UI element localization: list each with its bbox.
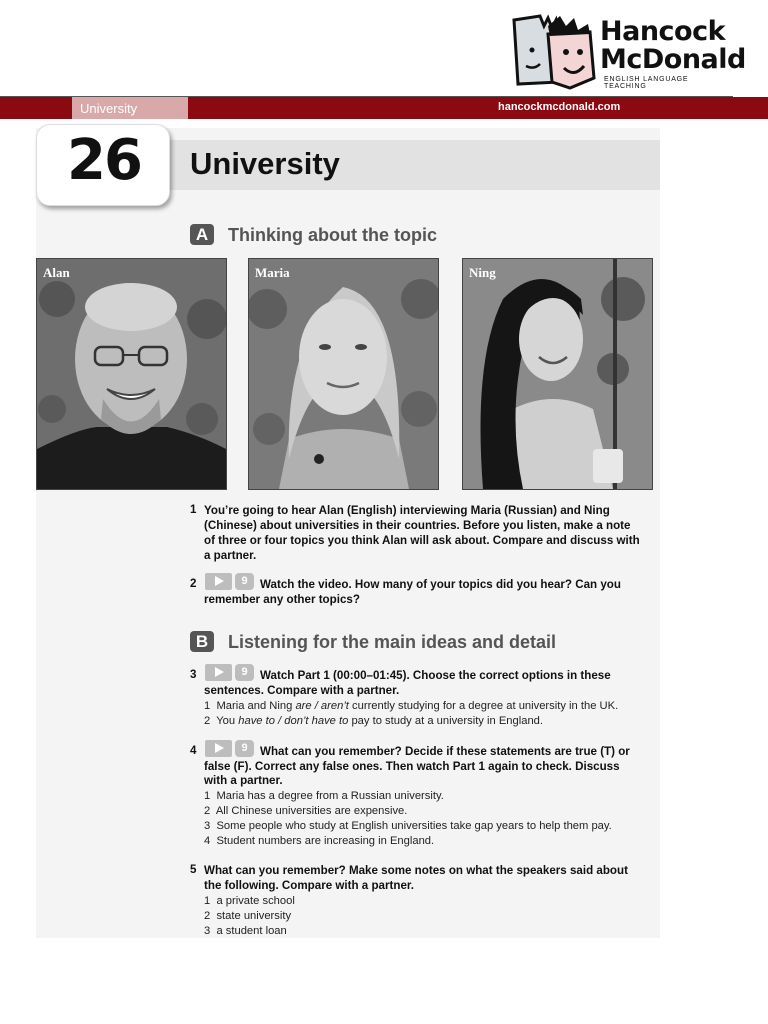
q1-line: (Chinese) about universities in their countries. Before you listen, make a note	[204, 519, 631, 532]
item-number: 3	[204, 820, 211, 832]
q2-number: 2	[190, 577, 197, 590]
photo-label-alan: Alan	[43, 265, 70, 280]
q2-line1: Watch the video. How many of your topics did you hear? Can you	[260, 578, 621, 591]
item-number: 1	[204, 700, 211, 712]
section-b-letter: B	[190, 631, 214, 652]
list-item	[204, 924, 295, 939]
list-item	[204, 819, 612, 834]
q5-options	[204, 894, 295, 939]
item-text: currently studying for a degree at university in the UK.	[348, 700, 619, 712]
item-text: Student numbers are increasing in England.	[216, 835, 435, 847]
unit-number: 26	[67, 128, 141, 193]
item-text: a student loan	[216, 925, 287, 937]
q3-line2: sentences. Compare with a partner.	[204, 684, 400, 697]
play-video-icon[interactable]	[205, 664, 232, 681]
video-number-badge: 9	[235, 664, 254, 681]
q1-line: of three or four topics you think Alan will ask about. Compare and discuss with	[204, 534, 640, 547]
q4-options	[204, 789, 612, 849]
list-item	[204, 894, 295, 909]
logo-hancock: Hancock	[600, 16, 726, 47]
item-text: state university	[216, 910, 292, 922]
logo-mcdonald: McDonald	[600, 44, 746, 75]
list-item	[204, 789, 612, 804]
q4-number: 4	[190, 744, 197, 757]
item-number: 3	[204, 925, 211, 937]
list-item	[204, 699, 618, 714]
q5-line2: the following. Compare with a partner.	[204, 879, 414, 892]
photo-label-maria: Maria	[255, 265, 290, 280]
item-number: 1	[204, 790, 211, 802]
q1-line: You’re going to hear Alan (English) interviewing Maria (Russian) and Ning	[204, 504, 610, 517]
section-tab-label: University	[80, 101, 138, 116]
website-link[interactable]: hancockmcdonald.com	[498, 101, 621, 113]
video-number-badge: 9	[235, 573, 254, 590]
list-item	[204, 909, 295, 924]
item-text: a private school	[216, 895, 295, 907]
q3-options	[204, 699, 618, 729]
item-choice: are / aren’t	[295, 700, 349, 712]
publisher-logo	[508, 12, 746, 92]
unit-title: University	[190, 146, 340, 181]
item-text: All Chinese universities are expensive.	[215, 805, 408, 817]
video-number-badge: 9	[235, 740, 254, 757]
item-number: 2	[204, 805, 211, 817]
item-number: 4	[204, 835, 211, 847]
photo-ning	[462, 258, 653, 490]
item-text: pay to study at a university in England.	[348, 715, 543, 727]
logo-tagline: ENGLISH LANGUAGE TEACHING	[604, 76, 689, 90]
q3-number: 3	[190, 668, 197, 681]
section-a-title: Thinking about the topic	[228, 225, 437, 245]
q4-line2: false (F). Correct any false ones. Then watch Part 1 again to check. Discuss	[204, 760, 620, 773]
photo-alan	[36, 258, 227, 490]
item-number: 1	[204, 895, 211, 907]
q5-line1: What can you remember? Make some notes on what the speakers said about	[204, 864, 628, 877]
list-item	[204, 714, 618, 729]
maria-portrait-icon	[249, 259, 438, 489]
photo-maria	[248, 258, 439, 490]
item-text: You	[216, 715, 239, 727]
q5-number: 5	[190, 863, 197, 876]
alan-portrait-icon	[37, 259, 226, 489]
item-number: 2	[204, 910, 211, 922]
item-choice: have to / don’t have to	[238, 715, 349, 727]
q3-line1: Watch Part 1 (00:00–01:45). Choose the correct options in these	[260, 669, 611, 682]
list-item	[204, 834, 612, 849]
q1-line: a partner.	[204, 549, 257, 562]
list-item	[204, 804, 612, 819]
play-video-icon[interactable]	[205, 740, 232, 757]
q4-line1: What can you remember? Decide if these statements are true (T) or	[260, 745, 630, 758]
ning-portrait-icon	[463, 259, 652, 489]
section-a-letter: A	[190, 224, 214, 245]
item-text: Maria has a degree from a Russian university.	[216, 790, 444, 802]
section-b-title: Listening for the main ideas and detail	[228, 632, 557, 652]
q2-line2: remember any other topics?	[204, 593, 360, 606]
q1-text	[204, 503, 640, 563]
item-number: 2	[204, 715, 211, 727]
photo-label-ning: Ning	[469, 265, 496, 280]
play-video-icon[interactable]	[205, 573, 232, 590]
item-text: Some people who study at English universities take gap years to help them pay.	[216, 820, 612, 832]
q4-line3: with a partner.	[204, 774, 283, 787]
cartoon-faces-icon	[508, 12, 596, 92]
q1-number: 1	[190, 503, 197, 516]
item-text: Maria and Ning	[216, 700, 296, 712]
